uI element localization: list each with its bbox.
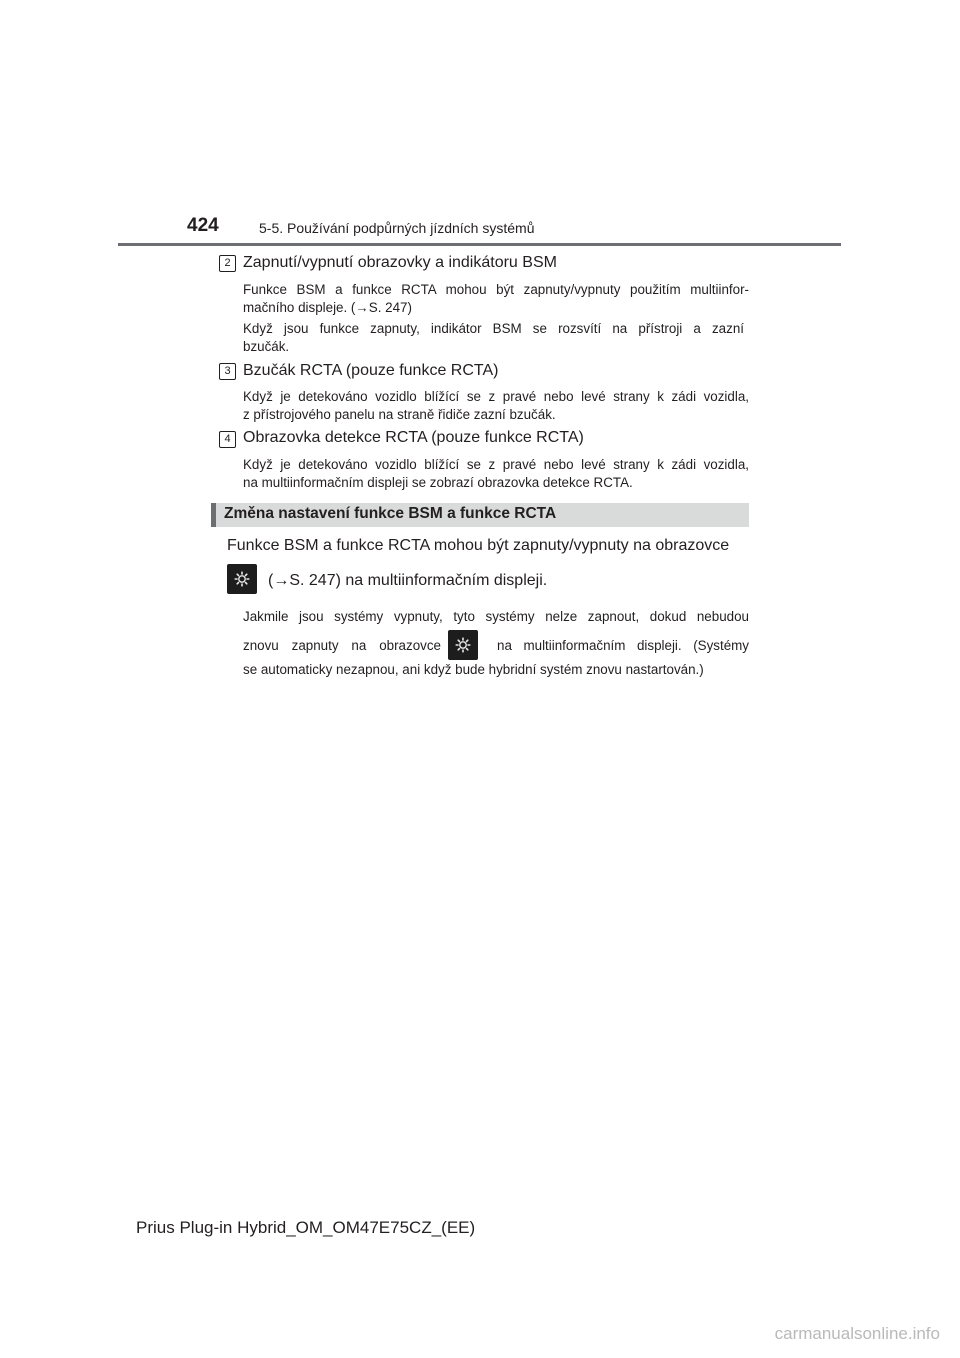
text-line: bzučák.	[243, 339, 290, 354]
item-title-3: Bzučák RCTA (pouze funkce RCTA)	[243, 362, 499, 379]
item-3-paragraph	[243, 388, 749, 424]
settings-body-line-1: Funkce BSM a funkce RCTA mohou být zapnuty/vypnuty na obrazovce	[227, 537, 730, 554]
settings-body-line-2: (→S. 247) na multiinformačním displeji.	[268, 572, 548, 589]
text-line: z přístrojového panelu na straně řidiče zazní bzučák.	[243, 407, 556, 422]
gear-icon	[455, 637, 471, 653]
item-title-2: Zapnutí/vypnutí obrazovky a indikátoru BSM	[243, 254, 557, 271]
section-title: 5-5. Používání podpůrných jízdních systémů	[259, 220, 535, 236]
note-line-2a: znovu zapnuty na obrazovce	[243, 638, 441, 653]
settings-gear-icon-inline	[448, 630, 478, 660]
item-number-2: 2	[219, 255, 236, 272]
watermark: carmanualsonline.info	[774, 1324, 940, 1343]
item-number-4: 4	[219, 431, 236, 448]
note-line-2b: na multiinformačním displeji. (Systémy	[497, 638, 749, 653]
item-2-paragraph-1	[243, 281, 749, 317]
item-2-paragraph-2	[243, 320, 744, 356]
text-line: Když je detekováno vozidlo blížící se z pravé nebo levé strany k zádi vozidla,	[243, 389, 749, 404]
gear-icon	[234, 571, 250, 587]
note-line-3: se automaticky nezapnou, ani když bude hybridní systém znovu nastartován.)	[243, 662, 704, 677]
page-number: 424	[187, 215, 219, 236]
text-line: Když je detekováno vozidlo blížící se z pravé nebo levé strany k zádi vozidla,	[243, 457, 749, 472]
item-4-paragraph	[243, 456, 749, 492]
note-line-1: Jakmile jsou systémy vypnuty, tyto systémy nelze zapnout, dokud nebudou	[243, 609, 749, 624]
text-line: mačního displeje. (→S. 247)	[243, 300, 412, 315]
item-title-4: Obrazovka detekce RCTA (pouze funkce RCTA)	[243, 429, 584, 446]
text-line: Funkce BSM a funkce RCTA mohou být zapnuty/vypnuty použitím multiinfor-	[243, 282, 749, 297]
text-line: Když jsou funkce zapnuty, indikátor BSM se rozsvítí na přístroji a zazní	[243, 321, 744, 336]
settings-gear-icon	[227, 564, 257, 594]
text-line: na multiinformačním displeji se zobrazí obrazovka detekce RCTA.	[243, 475, 633, 490]
footer-document-id: Prius Plug-in Hybrid_OM_OM47E75CZ_(EE)	[136, 1218, 476, 1237]
item-number-3: 3	[219, 363, 236, 380]
section-heading: Změna nastavení funkce BSM a funkce RCTA	[224, 505, 557, 522]
header-rule	[118, 243, 841, 246]
